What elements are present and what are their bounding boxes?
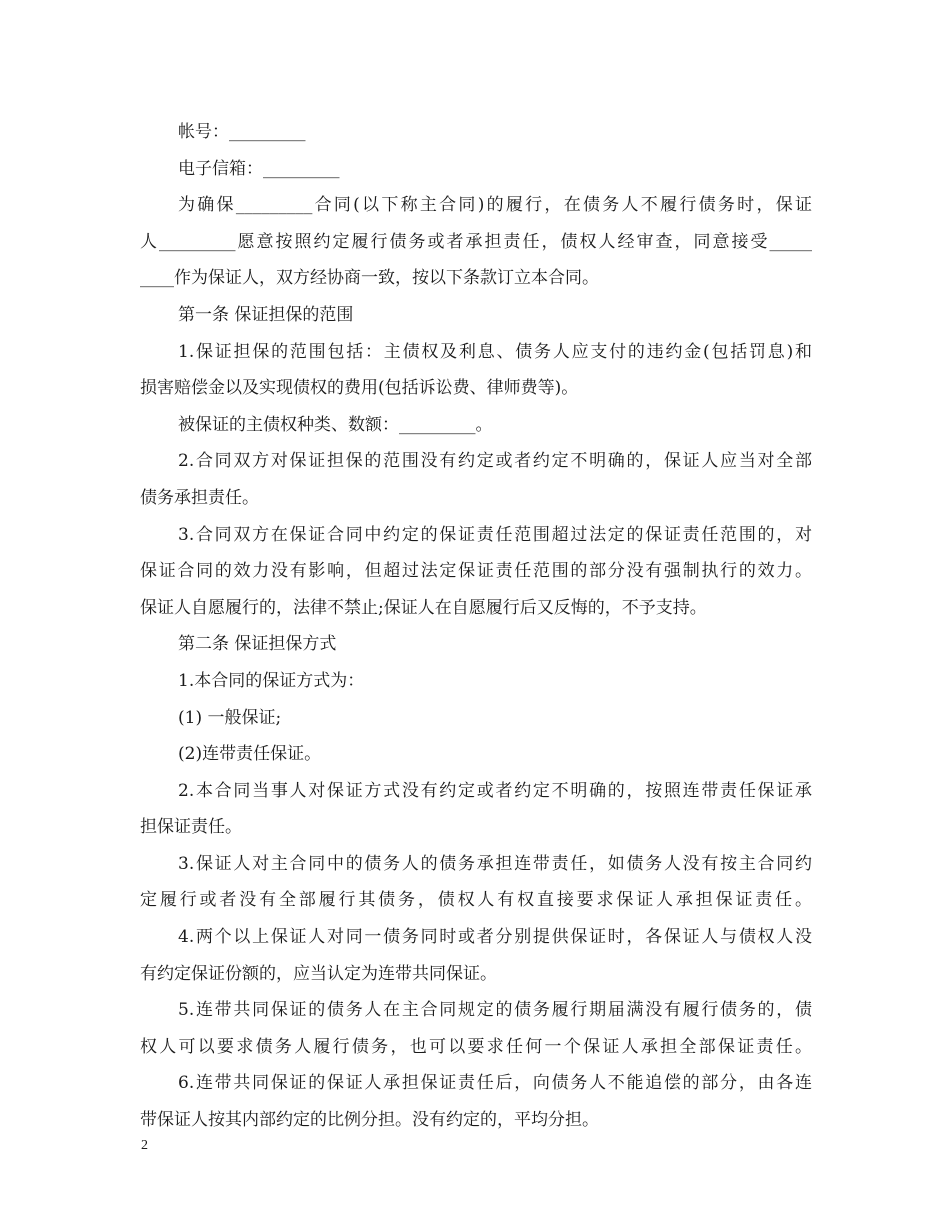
article-2-heading: 第二条 保证担保方式 — [178, 634, 337, 655]
list-item: (2)连带责任保证。 — [178, 744, 322, 765]
paragraph-line: 债务承担责任。 — [140, 487, 259, 508]
paragraph-line: 定履行或者没有全部履行其债务，债权人有权直接要求保证人承担保证责任。 — [140, 890, 812, 911]
paragraph-line: 1.本合同的保证方式为： — [178, 670, 365, 691]
paragraph-line: 有约定保证份额的，应当认定为连带共同保证。 — [140, 963, 497, 984]
paragraph-line: 2.合同双方对保证担保的范围没有约定或者约定不明确的，保证人应当对全部 — [178, 451, 812, 472]
paragraph-line: 2.本合同当事人对保证方式没有约定或者约定不明确的，按照连带责任保证承 — [178, 780, 812, 801]
paragraph-line: 被保证的主债权种类、数额：_________。 — [178, 414, 493, 435]
paragraph-line: 保证合同的效力没有影响，但超过法定保证责任范围的部分没有强制执行的效力。 — [140, 561, 812, 582]
page-number: 2 — [141, 1138, 148, 1153]
paragraph-line: 3.合同双方在保证合同中约定的保证责任范围超过法定的保证责任范围的，对 — [178, 524, 812, 545]
paragraph-line: 保证人自愿履行的，法律不禁止;保证人在自愿履行后又反悔的，不予支持。 — [140, 597, 707, 618]
document-body — [140, 114, 812, 1139]
paragraph-line: 1.保证担保的范围包括：主债权及利息、债务人应支付的违约金(包括罚息)和 — [178, 341, 812, 362]
paragraph-line: 担保证责任。 — [140, 817, 242, 838]
list-item: (1) 一般保证; — [178, 707, 282, 728]
article-1-heading: 第一条 保证担保的范围 — [178, 304, 354, 325]
email-line: 电子信箱：_________ — [178, 158, 340, 179]
preamble-line-2: 人_________愿意按照约定履行债务或者承担责任，债权人经审查，同意接受_____ — [140, 231, 812, 252]
paragraph-line: 3.保证人对主合同中的债务人的债务承担连带责任，如债务人没有按主合同约 — [178, 853, 812, 874]
account-number-line: 帐号：_________ — [178, 122, 306, 142]
preamble-line-3: ____作为保证人，双方经协商一致，按以下条款订立本合同。 — [140, 268, 599, 289]
paragraph-line: 4.两个以上保证人对同一债务同时或者分别提供保证时，各保证人与债权人没 — [178, 927, 812, 948]
paragraph-line: 带保证人按其内部约定的比例分担。没有约定的，平均分担。 — [140, 1110, 599, 1131]
preamble-line-1: 为确保_________合同(以下称主合同)的履行，在债务人不履行债务时，保证 — [178, 195, 812, 216]
paragraph-line: 5.连带共同保证的债务人在主合同规定的债务履行期届满没有履行债务的，债 — [178, 1000, 812, 1021]
paragraph-line: 损害赔偿金以及实现债权的费用(包括诉讼费、律师费等)。 — [140, 378, 579, 399]
paragraph-line: 权人可以要求债务人履行债务，也可以要求任何一个保证人承担全部保证责任。 — [140, 1036, 812, 1057]
paragraph-line: 6.连带共同保证的保证人承担保证责任后，向债务人不能追偿的部分，由各连 — [178, 1073, 812, 1094]
